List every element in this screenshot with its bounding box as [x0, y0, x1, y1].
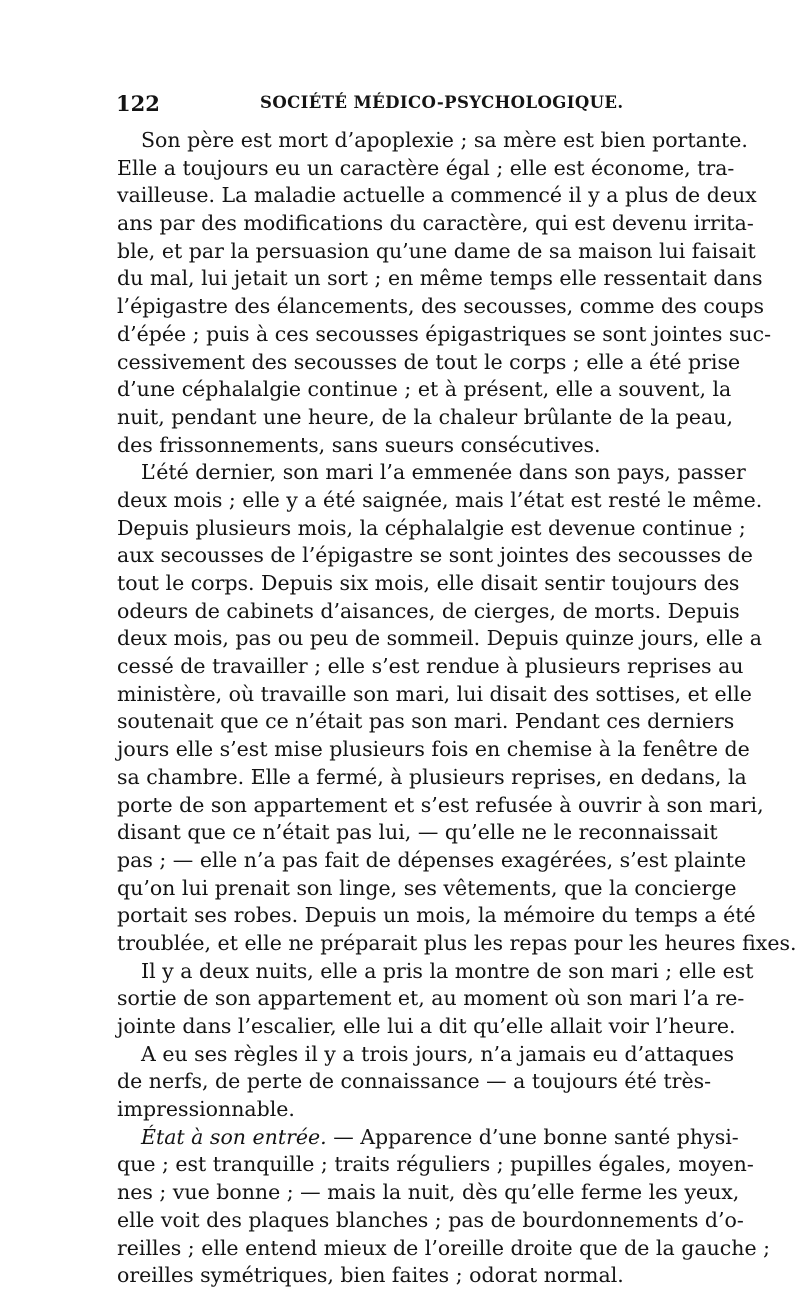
text-line: elle voit des plaques blanches ; pas de bourdonnements d’o- — [117, 1207, 744, 1232]
text-line: des frissonnements, sans sueurs consécutives. — [117, 432, 601, 457]
text-line: L’été dernier, son mari l’a emmenée dans son pays, passer — [141, 460, 746, 485]
text-line: Elle a toujours eu un caractère égal ; elle est économe, tra- — [117, 155, 735, 180]
text-line: jours elle s’est mise plusieurs fois en chemise à la fenêtre de — [117, 737, 750, 762]
text-line: porte de son appartement et s’est refusée à ouvrir à son mari, — [117, 792, 764, 817]
text-line: oreilles symétriques, bien faites ; odorat normal. — [117, 1263, 624, 1288]
text-line: sortie de son appartement et, au moment où son mari l’a re- — [117, 986, 745, 1011]
text-line: nes ; vue bonne ; — mais la nuit, dès qu’elle ferme les yeux, — [117, 1180, 740, 1205]
body-text — [117, 127, 797, 1290]
running-title: SOCIÉTÉ MÉDICO-PSYCHOLOGIQUE. — [260, 93, 624, 112]
text-line: disant que ce n’était pas lui, — qu’elle ne le reconnaissait — [117, 820, 718, 845]
text-line: soutenait que ce n’était pas son mari. Pendant ces derniers — [117, 709, 735, 734]
text-line: deux mois, pas ou peu de sommeil. Depuis quinze jours, elle a — [117, 626, 763, 651]
text-line: A eu ses règles il y a trois jours, n’a jamais eu d’attaques — [141, 1041, 735, 1066]
text-line: ans par des modifications du caractère, qui est devenu irrita- — [117, 211, 754, 236]
text-line: l’épigastre des élancements, des secousses, comme des coups — [117, 294, 765, 319]
text-line: de nerfs, de perte de connaissance — a toujours été très- — [117, 1069, 712, 1094]
text-line: vailleuse. La maladie actuelle a commencé il y a plus de deux — [117, 183, 757, 208]
text-line: odeurs de cabinets d’aisances, de cierges, de morts. Depuis — [117, 598, 740, 623]
text-line-rest: — Apparence d’une bonne santé physi- — [333, 1124, 739, 1149]
text-line: impressionnable. — [117, 1097, 295, 1122]
text-line — [117, 1124, 739, 1152]
text-line: aux secousses de l’épigastre se sont jointes des secousses de — [117, 543, 753, 568]
page-number: 122 — [116, 91, 160, 116]
text-line: Son père est mort d’apoplexie ; sa mère est bien portante. — [141, 128, 748, 152]
text-line: nuit, pendant une heure, de la chaleur brûlante de la peau, — [117, 404, 733, 429]
text-line: d’une céphalalgie continue ; et à présent, elle a souvent, la — [117, 377, 732, 402]
text-line: troublée, et elle ne préparait plus les repas pour les heures fixes. — [117, 930, 797, 955]
text-line: du mal, lui jetait un sort ; en même temps elle ressentait dans — [117, 266, 763, 291]
text-line: portait ses robes. Depuis un mois, la mémoire du temps a été — [117, 903, 756, 928]
text-line: tout le corps. Depuis six mois, elle disait sentir toujours des — [117, 571, 740, 595]
text-line: pas ; — elle n’a pas fait de dépenses exagérées, s’est plainte — [117, 847, 747, 872]
text-line: qu’on lui prenait son linge, ses vêtements, que la concierge — [117, 875, 737, 900]
text-line: cessé de travailler ; elle s’est rendue à plusieurs reprises au — [117, 654, 744, 679]
text-line: ble, et par la persuasion qu’une dame de sa maison lui faisait — [117, 238, 756, 263]
text-line: cessivement des secousses de tout le corps ; elle a été prise — [117, 349, 741, 374]
page-header — [116, 91, 686, 117]
text-line: jointe dans l’escalier, elle lui a dit qu’elle allait voir l’heure. — [117, 1014, 736, 1038]
text-line: sa chambre. Elle a fermé, à plusieurs reprises, en dedans, la — [117, 764, 747, 789]
text-line: reilles ; elle entend mieux de l’oreille droite que de la gauche ; — [117, 1235, 771, 1260]
text-line: d’épée ; puis à ces secousses épigastriques se sont jointes suc- — [117, 321, 772, 346]
text-line: Depuis plusieurs mois, la céphalalgie est devenue continue ; — [117, 515, 746, 540]
text-line: deux mois ; elle y a été saignée, mais l’état est resté le même. — [117, 487, 763, 512]
text-line: ministère, où travaille son mari, lui disait des sottises, et elle — [117, 681, 752, 706]
text-line: que ; est tranquille ; traits réguliers ; pupilles égales, moyen- — [117, 1152, 754, 1177]
italic-lead: État à son entrée. — [141, 1124, 327, 1149]
text-line: Il y a deux nuits, elle a pris la montre de son mari ; elle est — [141, 958, 754, 983]
